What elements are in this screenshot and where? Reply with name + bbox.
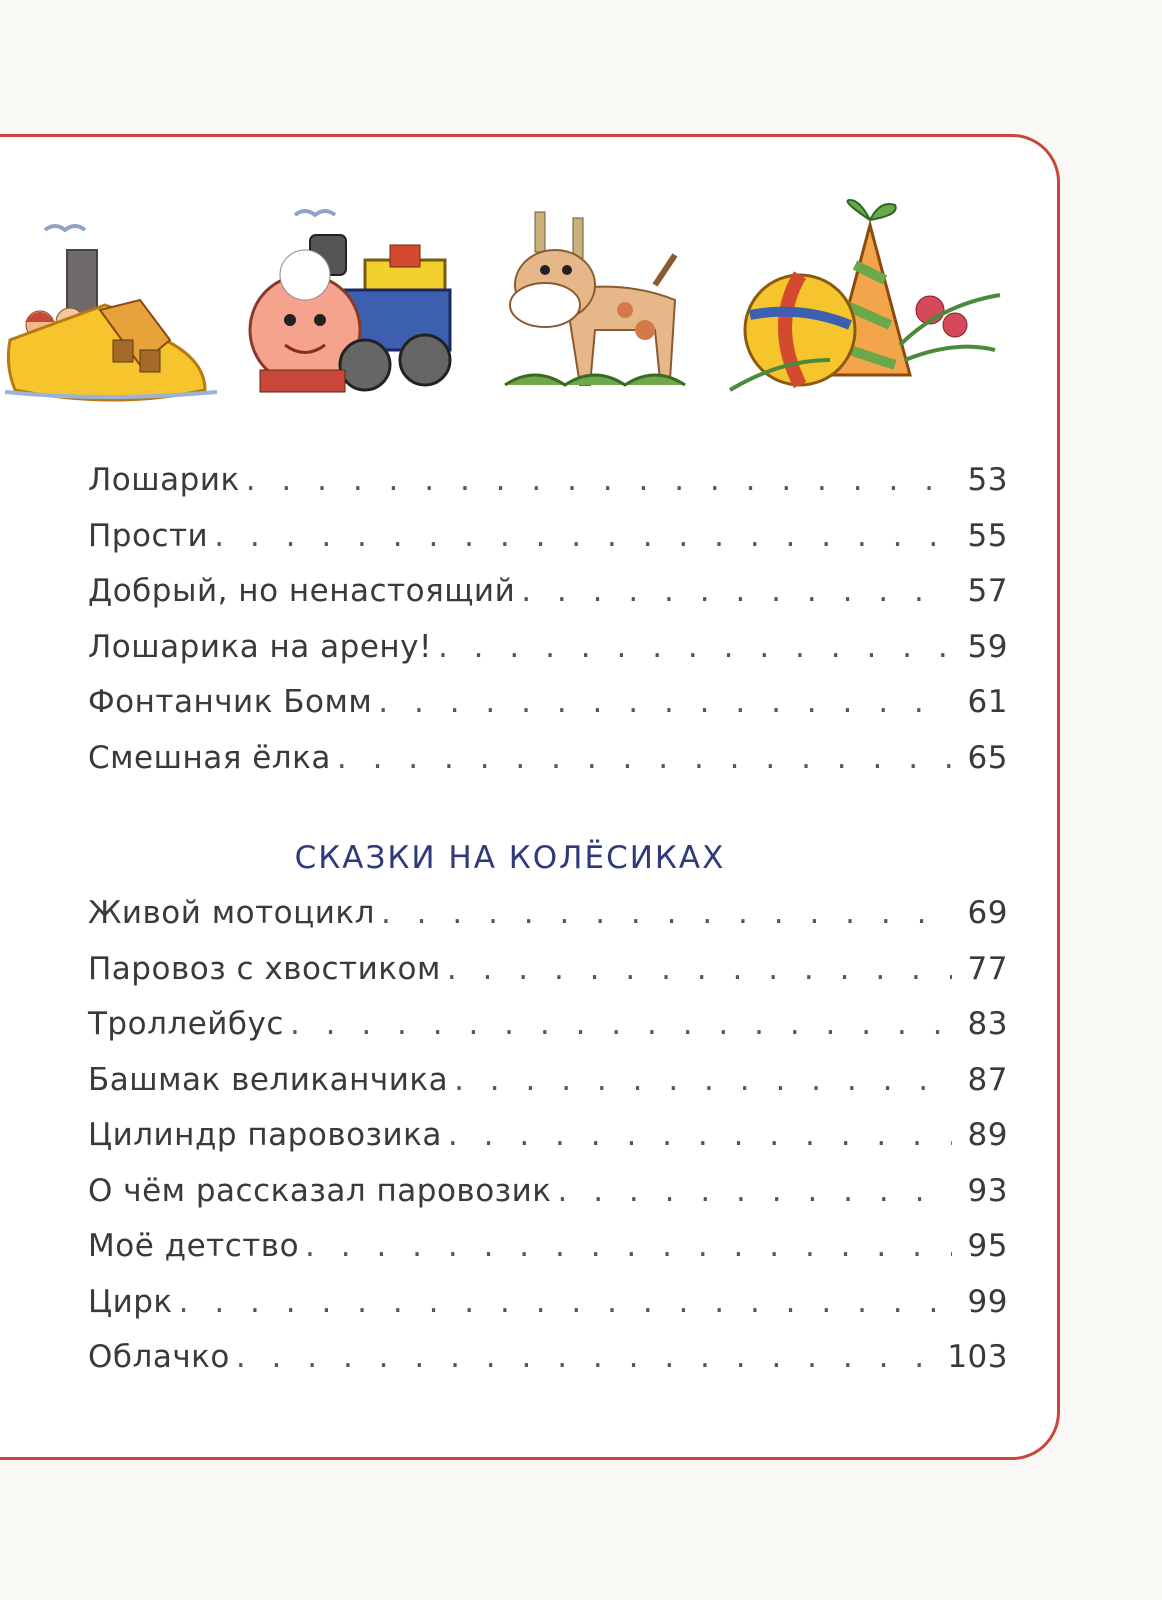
toc-entry-title: Башмак великанчика xyxy=(88,1061,449,1098)
toc-entry-page: 55 xyxy=(967,517,1008,554)
toc-leader-dots xyxy=(521,573,952,609)
toc-leader-dots xyxy=(454,1062,952,1098)
toc-leader-dots xyxy=(438,629,952,665)
toc-entry-page: 69 xyxy=(967,895,1008,931)
toc-entry[interactable] xyxy=(88,895,1008,951)
toc-entry-page: 83 xyxy=(967,1006,1008,1042)
illustration-strip xyxy=(0,190,1060,420)
toc-entry-page: 103 xyxy=(947,1339,1008,1375)
toc-entry-title: Живой мотоцикл xyxy=(88,895,375,931)
section-title: СКАЗКИ НА КОЛЁСИКАХ xyxy=(294,840,726,876)
toc-entry-page: 89 xyxy=(967,1117,1008,1153)
toc-entry-title: Смешная ёлка xyxy=(88,739,331,776)
toc-entry[interactable] xyxy=(88,1228,1008,1284)
toc-entry-title: Лошарика на арену! xyxy=(88,628,432,665)
toc-entry-title: Цирк xyxy=(88,1283,173,1320)
toc-entry-page: 99 xyxy=(967,1283,1008,1320)
toc-part2 xyxy=(88,895,1008,1395)
toc-entry[interactable] xyxy=(88,684,1008,740)
toc-entry-title: Троллейбус xyxy=(88,1006,284,1042)
toc-entry-page: 77 xyxy=(967,950,1008,987)
toc-entry-page: 59 xyxy=(967,628,1008,665)
toc-leader-dots xyxy=(381,895,952,931)
toc-leader-dots xyxy=(236,1339,941,1375)
toc-leader-dots xyxy=(179,1284,952,1320)
toc-entry-title: Цилиндр паровозика xyxy=(88,1117,442,1153)
toc-entry-title: Паровоз с хвостиком xyxy=(88,950,441,987)
toc-entry[interactable] xyxy=(88,1173,1008,1229)
toc-entry-page: 57 xyxy=(967,573,1008,609)
toc-leader-dots xyxy=(378,684,952,720)
toc-entry-page: 93 xyxy=(967,1172,1008,1209)
toc-part1 xyxy=(88,462,1008,795)
toc-leader-dots xyxy=(447,951,952,987)
toc-entry[interactable] xyxy=(88,1339,1008,1395)
toc-entry[interactable] xyxy=(88,1006,1008,1062)
toc-entry[interactable] xyxy=(88,740,1008,796)
toc-leader-dots xyxy=(305,1228,952,1264)
toy-train-icon xyxy=(245,200,460,400)
toc-entry[interactable] xyxy=(88,951,1008,1007)
toc-entry-page: 53 xyxy=(967,462,1008,498)
cow-icon xyxy=(505,210,695,400)
toc-leader-dots xyxy=(246,462,952,498)
toc-entry-page: 87 xyxy=(967,1061,1008,1098)
toc-entry-title: Фонтанчик Бомм xyxy=(88,684,373,720)
toc-entry-page: 95 xyxy=(967,1228,1008,1264)
toc-entry-title: О чём рассказал паровозик xyxy=(88,1172,552,1209)
toc-entry[interactable] xyxy=(88,462,1008,518)
toc-entry[interactable] xyxy=(88,518,1008,574)
toc-leader-dots xyxy=(558,1173,952,1209)
toc-leader-dots xyxy=(214,518,952,554)
toc-entry[interactable] xyxy=(88,1062,1008,1118)
shoe-house-icon xyxy=(5,210,220,400)
toc-leader-dots xyxy=(337,740,952,776)
toc-entry-title: Прости xyxy=(88,517,209,554)
toc-entry-title: Облачко xyxy=(88,1339,230,1375)
toc-entry[interactable] xyxy=(88,1117,1008,1173)
toc-entry[interactable] xyxy=(88,573,1008,629)
toc-entry-title: Лошарик xyxy=(88,462,240,498)
toc-entry-page: 65 xyxy=(967,739,1008,776)
toc-entry[interactable] xyxy=(88,1284,1008,1340)
toc-leader-dots xyxy=(290,1006,952,1042)
toc-entry-page: 61 xyxy=(967,684,1008,720)
toc-leader-dots xyxy=(448,1117,952,1153)
toc-entry[interactable] xyxy=(88,629,1008,685)
toc-entry-title: Моё детство xyxy=(88,1228,300,1264)
ball-and-party-hat-icon xyxy=(730,195,1010,400)
toc-entry-title: Добрый, но ненастоящий xyxy=(88,573,516,609)
